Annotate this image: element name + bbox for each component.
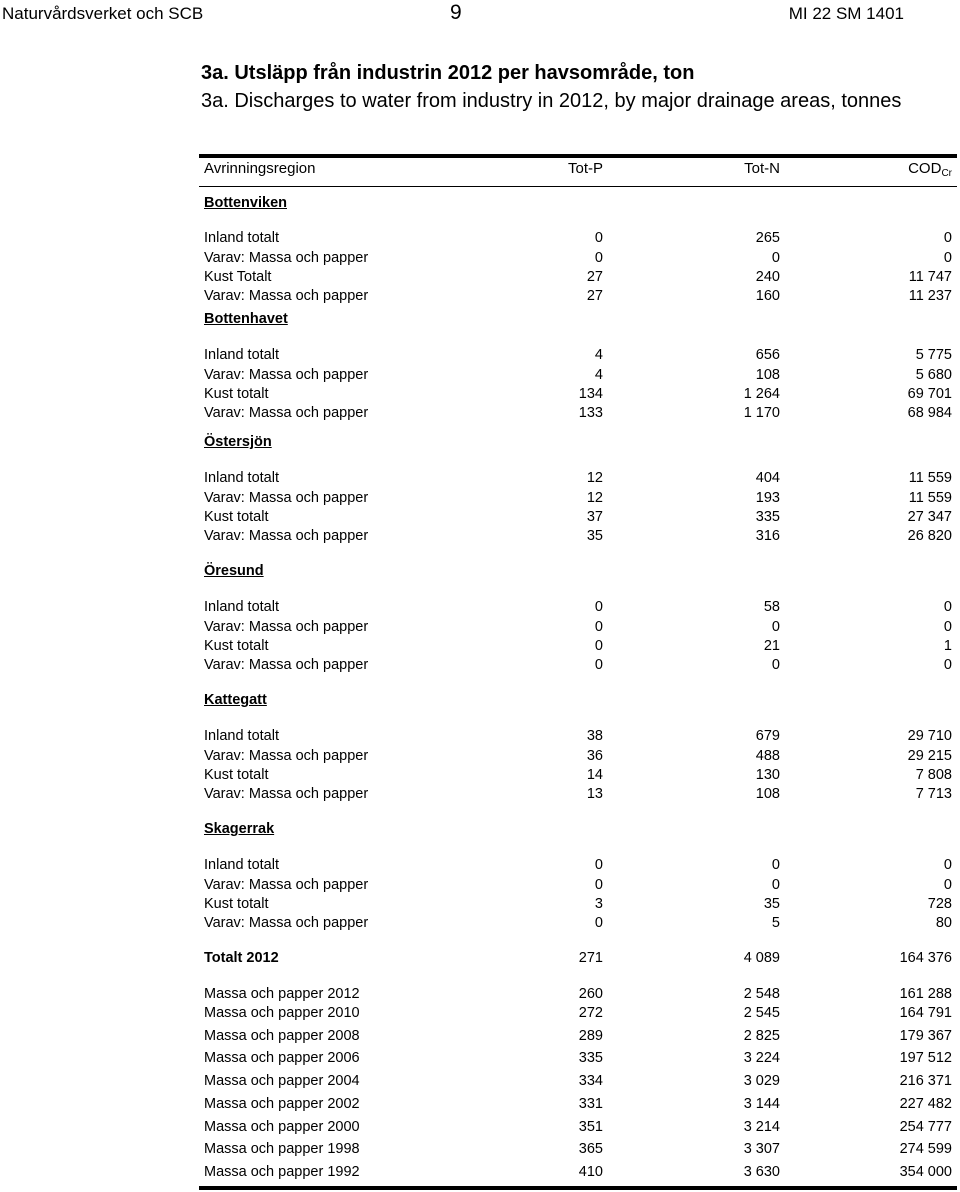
tot-n-value: 0 xyxy=(771,857,780,873)
table-row xyxy=(199,896,957,916)
table-row xyxy=(199,230,957,250)
tot-n-value: 130 xyxy=(755,767,780,783)
row-label: Varav: Massa och papper xyxy=(204,288,369,304)
tot-n-value: 404 xyxy=(755,470,780,486)
section-heading: Kattegatt xyxy=(204,692,267,708)
tot-n-value: 335 xyxy=(755,509,780,525)
table-row xyxy=(199,767,957,787)
cod-value: 216 371 xyxy=(899,1073,952,1089)
row-label: Kust totalt xyxy=(204,386,269,402)
row-label: Varav: Massa och papper xyxy=(204,877,369,893)
cod-label: COD xyxy=(908,160,942,177)
history-row xyxy=(199,1096,957,1116)
row-label: Massa och papper 1998 xyxy=(204,1141,360,1157)
section-heading: Öresund xyxy=(204,563,264,579)
table-row xyxy=(199,877,957,897)
tot-p-value: 0 xyxy=(594,915,603,931)
section-heading: Skagerrak xyxy=(204,821,275,837)
tot-p-value: 27 xyxy=(586,269,603,285)
table-row xyxy=(199,657,957,677)
tot-p-value: 0 xyxy=(594,230,603,246)
cod-value: 0 xyxy=(943,250,952,266)
row-label: Inland totalt xyxy=(204,599,279,615)
table-row xyxy=(199,509,957,529)
row-label: Kust totalt xyxy=(204,767,269,783)
row-label: Massa och papper 2006 xyxy=(204,1050,360,1066)
table-row xyxy=(199,405,957,425)
cod-value: 254 777 xyxy=(899,1119,952,1135)
row-label: Varav: Massa och papper xyxy=(204,619,369,635)
tot-n-value: 2 825 xyxy=(743,1028,780,1044)
tot-p-value: 0 xyxy=(594,619,603,635)
tot-n-value: 679 xyxy=(755,728,780,744)
table-row xyxy=(199,786,957,806)
column-header-cod xyxy=(870,160,952,177)
table-row xyxy=(199,857,957,877)
row-label: Varav: Massa och papper xyxy=(204,786,369,802)
cod-value: 11 237 xyxy=(908,288,952,304)
column-header-region: Avrinningsregion xyxy=(204,160,316,177)
tot-p-value: 334 xyxy=(578,1073,603,1089)
table-row xyxy=(199,599,957,619)
tot-p-value: 335 xyxy=(578,1050,603,1066)
tot-n-value: 3 224 xyxy=(743,1050,780,1066)
tot-p-value: 289 xyxy=(578,1028,603,1044)
tot-p-value: 35 xyxy=(586,528,603,544)
tot-n-value: 3 144 xyxy=(743,1096,780,1112)
tot-p-value: 0 xyxy=(594,638,603,654)
history-row xyxy=(199,1050,957,1070)
cod-value: 7 713 xyxy=(915,786,952,802)
row-label: Varav: Massa och papper xyxy=(204,528,369,544)
tot-p-value: 38 xyxy=(586,728,603,744)
section-heading: Östersjön xyxy=(204,434,272,450)
tot-n-value: 4 089 xyxy=(743,950,780,966)
row-label: Kust totalt xyxy=(204,509,269,525)
column-header-tot-n: Tot-N xyxy=(744,160,780,177)
bottom-rule xyxy=(199,1186,957,1190)
row-label: Inland totalt xyxy=(204,347,279,363)
tot-p-value: 37 xyxy=(586,509,603,525)
row-label: Massa och papper 2000 xyxy=(204,1119,360,1135)
tot-n-value: 656 xyxy=(755,347,780,363)
cod-value: 5 680 xyxy=(915,367,952,383)
tot-n-value: 2 548 xyxy=(743,986,780,1002)
tot-p-value: 410 xyxy=(578,1164,603,1180)
cod-value: 11 747 xyxy=(908,269,952,285)
cod-value: 0 xyxy=(943,230,952,246)
cod-value: 29 710 xyxy=(907,728,952,744)
cod-value: 0 xyxy=(943,599,952,615)
tot-p-value: 133 xyxy=(578,405,603,421)
cod-value: 1 xyxy=(943,638,952,654)
tot-p-value: 36 xyxy=(586,748,603,764)
table-row xyxy=(199,638,957,658)
tot-n-value: 316 xyxy=(755,528,780,544)
tot-n-value: 0 xyxy=(771,250,780,266)
tot-p-value: 13 xyxy=(586,786,603,802)
tot-p-value: 0 xyxy=(594,657,603,673)
cod-value: 354 000 xyxy=(899,1164,952,1180)
cod-value: 274 599 xyxy=(899,1141,952,1157)
cod-value: 0 xyxy=(943,657,952,673)
cod-value: 164 376 xyxy=(899,950,952,966)
cod-value: 0 xyxy=(943,619,952,635)
cod-value: 27 347 xyxy=(907,509,952,525)
tot-p-value: 134 xyxy=(578,386,603,402)
tot-n-value: 5 xyxy=(771,915,780,931)
cod-value: 227 482 xyxy=(899,1096,952,1112)
history-row xyxy=(199,1073,957,1093)
header-publisher: Naturvårdsverket och SCB xyxy=(2,4,204,23)
table-row xyxy=(199,490,957,510)
cod-value: 161 288 xyxy=(899,986,952,1002)
row-label: Kust totalt xyxy=(204,896,269,912)
tot-p-value: 351 xyxy=(578,1119,603,1135)
tot-p-value: 27 xyxy=(586,288,603,304)
cod-value: 7 808 xyxy=(915,767,952,783)
table-row xyxy=(199,470,957,490)
cod-value: 11 559 xyxy=(908,490,952,506)
history-row xyxy=(199,1005,957,1025)
tot-p-value: 0 xyxy=(594,250,603,266)
tot-p-value: 4 xyxy=(594,347,603,363)
row-label: Varav: Massa och papper xyxy=(204,367,369,383)
table-row xyxy=(199,915,957,935)
tot-n-value: 240 xyxy=(755,269,780,285)
row-label: Inland totalt xyxy=(204,857,279,873)
tot-n-value: 1 170 xyxy=(743,405,780,421)
tot-n-value: 160 xyxy=(755,288,780,304)
row-label: Varav: Massa och papper xyxy=(204,657,369,673)
tot-n-value: 21 xyxy=(763,638,780,654)
tot-n-value: 58 xyxy=(763,599,780,615)
tot-p-value: 365 xyxy=(578,1141,603,1157)
tot-n-value: 108 xyxy=(755,786,780,802)
tot-p-value: 12 xyxy=(586,470,603,486)
history-row xyxy=(199,1119,957,1139)
tot-n-value: 3 630 xyxy=(743,1164,780,1180)
cod-value: 11 559 xyxy=(908,470,952,486)
row-label: Varav: Massa och papper xyxy=(204,915,369,931)
page-number: 9 xyxy=(450,1,462,24)
tot-p-value: 260 xyxy=(578,986,603,1002)
tot-n-value: 3 214 xyxy=(743,1119,780,1135)
row-label: Kust Totalt xyxy=(204,269,272,285)
history-row xyxy=(199,1141,957,1161)
tot-n-value: 265 xyxy=(755,230,780,246)
tot-p-value: 271 xyxy=(578,950,603,966)
history-row xyxy=(199,986,957,1006)
cod-value: 179 367 xyxy=(899,1028,952,1044)
cod-value: 0 xyxy=(943,877,952,893)
tot-p-value: 272 xyxy=(578,1005,603,1021)
table-row xyxy=(199,250,957,270)
tot-p-value: 0 xyxy=(594,599,603,615)
cod-value: 29 215 xyxy=(907,748,952,764)
row-label: Varav: Massa och papper xyxy=(204,250,369,266)
row-label: Massa och papper 2012 xyxy=(204,986,360,1002)
tot-p-value: 4 xyxy=(594,367,603,383)
cod-value: 69 701 xyxy=(907,386,952,402)
top-rule xyxy=(199,154,957,158)
cod-value: 80 xyxy=(935,915,952,931)
row-label: Massa och papper 2008 xyxy=(204,1028,360,1044)
tot-p-value: 331 xyxy=(578,1096,603,1112)
section-heading: Bottenhavet xyxy=(204,311,288,327)
tot-p-value: 14 xyxy=(586,767,603,783)
row-label: Totalt 2012 xyxy=(204,950,279,966)
table-row xyxy=(199,728,957,748)
row-label: Inland totalt xyxy=(204,230,279,246)
tot-n-value: 3 029 xyxy=(743,1073,780,1089)
row-label: Inland totalt xyxy=(204,728,279,744)
tot-p-value: 12 xyxy=(586,490,603,506)
tot-n-value: 0 xyxy=(771,657,780,673)
table-row xyxy=(199,619,957,639)
tot-n-value: 3 307 xyxy=(743,1141,780,1157)
header-rule xyxy=(199,186,957,187)
table-title-swedish: 3a. Utsläpp från industrin 2012 per havsområde, ton xyxy=(201,62,695,84)
cod-value: 728 xyxy=(927,896,952,912)
cod-value: 5 775 xyxy=(915,347,952,363)
table-row xyxy=(199,528,957,548)
cod-value: 164 791 xyxy=(899,1005,952,1021)
cod-value: 0 xyxy=(943,857,952,873)
table-row xyxy=(199,386,957,406)
table-row xyxy=(199,269,957,289)
history-row xyxy=(199,1164,957,1184)
row-label: Massa och papper 2010 xyxy=(204,1005,360,1021)
row-label: Varav: Massa och papper xyxy=(204,490,369,506)
table-row xyxy=(199,347,957,367)
tot-p-value: 0 xyxy=(594,877,603,893)
cod-value: 197 512 xyxy=(899,1050,952,1066)
row-label: Massa och papper 2004 xyxy=(204,1073,360,1089)
table-row xyxy=(199,367,957,387)
history-row xyxy=(199,1028,957,1048)
tot-n-value: 0 xyxy=(771,619,780,635)
row-label: Inland totalt xyxy=(204,470,279,486)
cod-value: 68 984 xyxy=(907,405,952,421)
tot-p-value: 0 xyxy=(594,857,603,873)
report-id: MI 22 SM 1401 xyxy=(788,4,904,23)
column-header-tot-p: Tot-P xyxy=(567,160,603,177)
tot-n-value: 1 264 xyxy=(743,386,780,402)
tot-n-value: 0 xyxy=(771,877,780,893)
section-heading: Bottenviken xyxy=(204,195,287,211)
tot-n-value: 108 xyxy=(755,367,780,383)
row-label: Kust totalt xyxy=(204,638,269,654)
cod-subscript: Cr xyxy=(941,168,952,179)
row-label: Massa och papper 1992 xyxy=(204,1164,360,1180)
table-title-english: 3a. Discharges to water from industry in 2012, by major drainage areas, tonnes xyxy=(201,90,902,112)
tot-n-value: 488 xyxy=(755,748,780,764)
row-label: Varav: Massa och papper xyxy=(204,405,369,421)
row-label: Massa och papper 2002 xyxy=(204,1096,360,1112)
tot-n-value: 2 545 xyxy=(743,1005,780,1021)
tot-p-value: 3 xyxy=(594,896,603,912)
table-row xyxy=(199,288,957,308)
table-row xyxy=(199,748,957,768)
cod-value: 26 820 xyxy=(907,528,952,544)
tot-n-value: 193 xyxy=(755,490,780,506)
tot-n-value: 35 xyxy=(763,896,780,912)
total-row xyxy=(199,950,957,970)
row-label: Varav: Massa och papper xyxy=(204,748,369,764)
